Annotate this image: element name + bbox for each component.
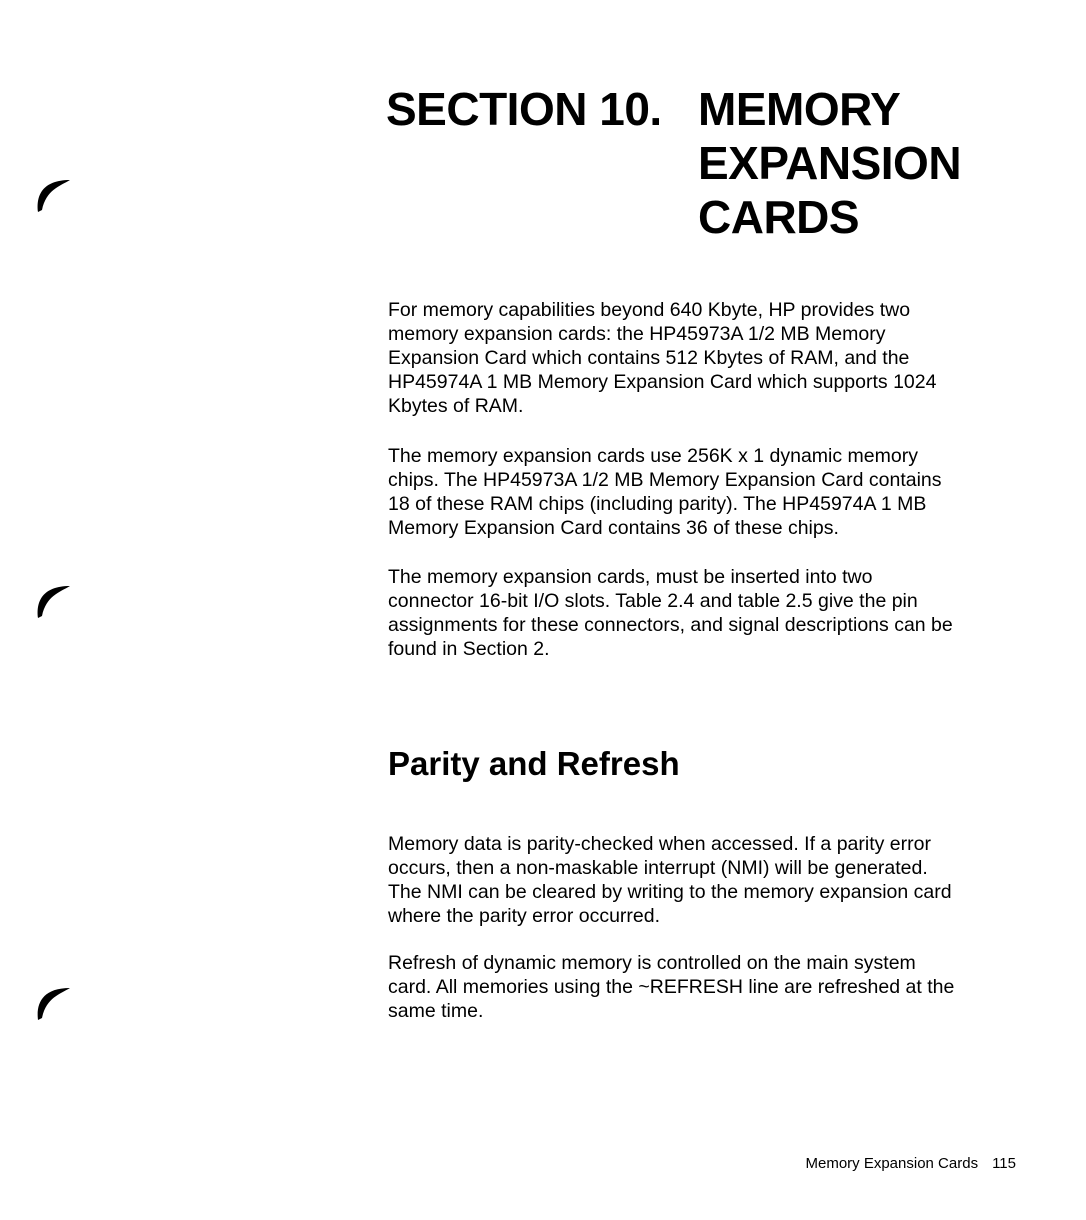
chips-paragraph <box>388 444 1028 540</box>
binder-hole-mark <box>30 170 76 216</box>
text-line: The NMI can be cleared by writing to the memory expansion card <box>388 881 952 903</box>
text-line: memory expansion cards: the HP45973A 1/2 MB Memory <box>388 323 886 345</box>
text-line: same time. <box>388 1000 484 1022</box>
text-line: For memory capabilities beyond 640 Kbyte, HP provides two <box>388 299 911 321</box>
refresh-paragraph <box>388 951 1028 1023</box>
intro-paragraph <box>388 298 1028 418</box>
section-title-line: CARDS <box>698 191 860 243</box>
text-line: card. All memories using the ~REFRESH line are refreshed at the <box>388 976 955 998</box>
slots-paragraph <box>388 565 1028 661</box>
text-line: occurs, then a non-maskable interrupt (NMI) will be generated. <box>388 857 928 879</box>
section-title-line: EXPANSION <box>698 137 962 189</box>
binder-hole-mark <box>30 576 76 622</box>
running-title: Memory Expansion Cards <box>805 1155 979 1172</box>
text-line: where the parity error occurred. <box>388 905 661 927</box>
text-line: connector 16-bit I/O slots. Table 2.4 and table 2.5 give the pin <box>388 590 918 612</box>
text-line: The memory expansion cards use 256K x 1 dynamic memory <box>388 445 918 467</box>
page-number: 115 <box>992 1155 1016 1172</box>
text-line: Memory data is parity-checked when accessed. If a parity error <box>388 833 931 855</box>
text-line: Expansion Card which contains 512 Kbytes of RAM, and the <box>388 347 910 369</box>
page-footer <box>806 1154 1017 1174</box>
text-line: assignments for these connectors, and signal descriptions can be <box>388 614 953 636</box>
parity-refresh-heading: Parity and Refresh <box>388 745 680 782</box>
section-title-line: MEMORY <box>698 83 901 135</box>
text-line: The memory expansion cards, must be inserted into two <box>388 566 873 588</box>
text-line: Memory Expansion Card contains 36 of these chips. <box>388 517 839 539</box>
text-line: chips. The HP45973A 1/2 MB Memory Expansion Card contains <box>388 469 942 491</box>
text-line: Refresh of dynamic memory is controlled on the main system <box>388 952 916 974</box>
text-line: found in Section 2. <box>388 638 550 660</box>
binder-hole-mark <box>30 978 76 1024</box>
section-number: SECTION 10. <box>386 83 662 135</box>
section-title <box>698 82 961 244</box>
text-line: 18 of these RAM chips (including parity). The HP45974A 1 MB <box>388 493 927 515</box>
text-line: HP45974A 1 MB Memory Expansion Card which supports 1024 <box>388 371 937 393</box>
parity-paragraph <box>388 832 1028 928</box>
text-line: Kbytes of RAM. <box>388 395 524 417</box>
